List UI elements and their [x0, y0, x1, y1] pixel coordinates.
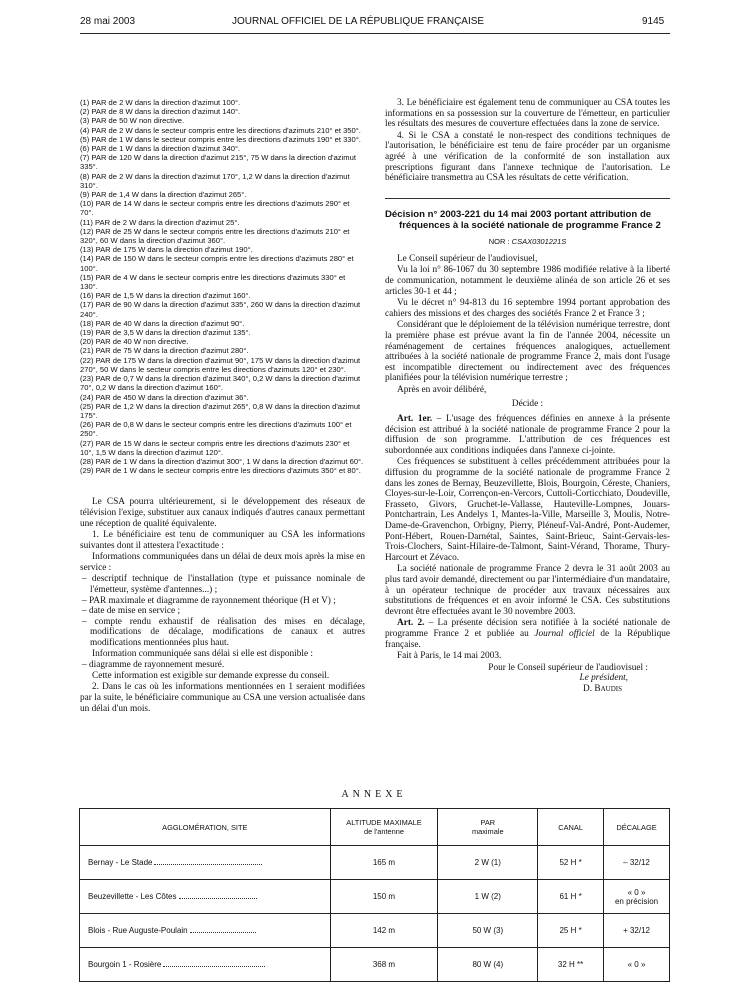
cell-par: 50 W (3)	[438, 914, 538, 948]
table-row	[80, 914, 670, 948]
header-title: JOURNAL OFFICIEL DE LA RÉPUBLIQUE FRANÇAISE	[232, 16, 485, 27]
annexe-title: ANNEXE	[341, 789, 407, 800]
cell-altitude: 165 m	[330, 846, 438, 880]
note: (21) PAR de 75 W dans la direction d'azimut 280°.	[80, 346, 249, 356]
paragraph: 4. Si le CSA a constaté le non-respect des conditions techniques de l'autorisation, le bénéficiaire est tenu de faire procéder par un organisme agréé à une vérification de la conformité de son installation aux prescriptions figurant dans l'annexe technique de l'autorisation. Le bénéficiaire transmettra au CSA les résultats de cette vérification.	[385, 130, 670, 184]
nor-code: CSAX0301221S	[511, 236, 567, 246]
cell-altitude: 368 m	[330, 948, 438, 982]
article-1-label: Art. 1er.	[397, 414, 433, 425]
note: (7) PAR de 120 W dans la direction d'azimut 215°, 75 W dans la direction d'azimut 335°.	[80, 153, 356, 172]
bullet-item: – PAR maximale et diagramme de rayonnement théorique (H et V) ;	[82, 595, 336, 606]
section-separator	[385, 198, 670, 199]
signature-line: Pour le Conseil supérieur de l'audiovisuel :	[488, 662, 648, 673]
paragraph: Considérant que le déploiement de la télévision numérique terrestre, dont la première phase est prévue avant la fin de l'année 2004, nécessite un réaménagement de certaines fréquences analogiques, actuellement attribuées à la société nationale de programme France 2, mais dont l'usage est incompatible directement ou indirectement avec des fréquences planifiées pour la télévision numérique terrestre ;	[385, 320, 670, 384]
table-row	[80, 948, 670, 982]
note: (23) PAR de 0,7 W dans la direction d'azimut 340°, 0,2 W dans la direction d'azimut 70°, 0,2 W dans la direction d'azimut 160°.	[80, 374, 361, 393]
bullet-item: – diagramme de rayonnement mesuré.	[82, 660, 225, 671]
note: (26) PAR de 0,8 W dans le secteur compris entre les directions d'azimuts 100° et 250°.	[80, 420, 352, 439]
cell-par: 80 W (4)	[438, 948, 538, 982]
note: (2) PAR de 8 W dans la direction d'azimut 140°.	[80, 107, 241, 117]
left-column	[80, 98, 365, 715]
column-header-par: PAR maximale	[438, 809, 538, 846]
paragraph: 1. Le bénéficiaire est tenu de communiquer au CSA les informations suivantes dont il attestera l'exactitude :	[80, 530, 365, 551]
cell-altitude: 150 m	[330, 880, 438, 914]
note: (19) PAR de 3,5 W dans la direction d'azimut 135°.	[80, 328, 251, 338]
header-date: 28 mai 2003	[80, 16, 136, 27]
note: (13) PAR de 175 W dans la direction d'azimut 190°.	[80, 245, 253, 255]
nor-reference	[385, 237, 670, 246]
signature-title: Le président,	[579, 673, 628, 684]
note: (18) PAR de 40 W dans la direction d'azimut 90°.	[80, 318, 245, 328]
annexe-table	[79, 808, 670, 982]
cell-canal: 52 H *	[538, 846, 604, 880]
article-2-label: Art. 2.	[397, 618, 425, 629]
paragraph: 3. Le bénéficiaire est également tenu de communiquer au CSA toutes les informations en sa possession sur la couverture de l'émetteur, en particulier les résultats des mesures de couverture effectuées dans la zone de service.	[385, 98, 670, 130]
note: (25) PAR de 1,2 W dans la direction d'azimut 265°, 0,8 W dans la direction d'azimut 175°.	[80, 401, 361, 420]
paragraph: 2. Dans le cas où les informations mentionnées en 1 seraient modifiées par la suite, le bénéficiaire communique au CSA une version actualisée dans un délai d'un mois.	[80, 682, 365, 714]
note: (12) PAR de 25 W dans le secteur compris entre les directions d'azimuts 210° et 320°, 60 W dans la direction d'azimut 360°.	[80, 226, 350, 246]
column-header-site: AGGLOMÉRATION, SITE	[80, 809, 331, 846]
note: (14) PAR de 150 W dans le secteur compris entre les directions d'azimuts 280° et 100°.	[80, 254, 354, 273]
paragraph: Information communiquée sans délai si elle est disponible :	[92, 648, 314, 659]
paragraph: Après en avoir délibéré,	[397, 384, 487, 395]
column-header-decalage: DÉCALAGE	[604, 809, 670, 846]
note: (3) PAR de 50 W non directive.	[80, 116, 185, 126]
cell-canal: 25 H *	[538, 914, 604, 948]
article-2: Art. 2. – La présente décision sera notifiée à la société nationale de programme France 2 et publiée au Journal officiel de la République française.	[385, 618, 671, 650]
right-column	[385, 98, 670, 695]
note: (1) PAR de 2 W dans la direction d'azimut 100°.	[80, 98, 241, 107]
note: (17) PAR de 90 W dans la direction d'azimut 335°, 260 W dans la direction d'azimut 240°.	[80, 300, 361, 319]
cell-decalage: – 32/12	[604, 846, 670, 880]
note: (9) PAR de 1,4 W dans la direction d'azimut 265°.	[80, 190, 247, 200]
column-header-altitude: ALTITUDE MAXIMALE de l'antenne	[330, 809, 438, 846]
cell-site: Bourgoin 1 - Rosière	[80, 948, 331, 982]
bullet-item: – compte rendu exhaustif de réalisation des mises en décalage, modifications de décalage, modifications de canaux et autres modifications mentionnées plus haut.	[82, 616, 365, 649]
note: (29) PAR de 1 W dans le secteur compris entre les directions d'azimuts 350° et 80°.	[80, 466, 361, 476]
paragraph: Informations communiquées dans un délai de deux mois après la mise en service :	[80, 552, 365, 573]
note: (10) PAR de 14 W dans le secteur compris entre les directions d'azimuts 290° et 70°.	[80, 199, 350, 218]
paragraph: Vu le décret n° 94-813 du 16 septembre 1994 portant approbation des cahiers des missions et des charges des sociétés France 2 et France 3 ;	[385, 298, 670, 319]
cell-site: Beuzevillette - Les Côtes	[80, 880, 331, 914]
paragraph: Cette information est exigible sur demande expresse du conseil.	[92, 670, 330, 681]
table-header-row	[80, 809, 670, 846]
nor-label: NOR :	[488, 236, 510, 246]
article-1-text: – L'usage des fréquences définies en annexe à la présente décision est attribué à la société nationale de programme France 2 pour la diffusion de son programme. L'attribution de ces fréquences est subordonnée aux conditions indiquées dans l'annexe ci-jointe.	[385, 414, 670, 456]
column-header-canal: CANAL	[538, 809, 604, 846]
table-row	[80, 880, 670, 914]
page-header	[0, 0, 748, 34]
note: (15) PAR de 4 W dans le secteur compris entre les directions d'azimuts 330° et 130°.	[80, 272, 346, 292]
cell-decalage: « 0 » en précision	[604, 880, 670, 914]
note: (27) PAR de 15 W dans le secteur compris entre les directions d'azimuts 230° et 10°, 1,5 W dans la direction d'azimut 120°.	[80, 438, 350, 457]
decide-heading: Décide :	[511, 399, 544, 410]
cell-canal: 32 H **	[538, 948, 604, 982]
note: (28) PAR de 1 W dans la direction d'azimut 300°, 1 W dans la direction d'azimut 60°.	[80, 456, 364, 466]
note: (24) PAR de 450 W dans la direction d'azimut 36°.	[80, 392, 249, 402]
article-1	[385, 414, 670, 456]
cell-site: Blois - Rue Auguste-Poulain	[80, 914, 331, 948]
cell-decalage: « 0 »	[604, 948, 670, 982]
note: (5) PAR de 1 W dans le secteur compris entre les directions d'azimuts 190° et 330°.	[80, 134, 361, 144]
paragraph: Le Conseil supérieur de l'audiovisuel,	[397, 253, 538, 264]
note: (22) PAR de 175 W dans la direction d'azimut 90°, 175 W dans la direction d'azimut 270°, 50 W dans le secteur compris entre les directions d'azimuts 120° et 230°.	[80, 355, 361, 374]
signature-name: D. Baudis	[583, 683, 622, 694]
header-rule	[80, 33, 670, 34]
cell-canal: 61 H *	[538, 880, 604, 914]
cell-decalage: + 32/12	[604, 914, 670, 948]
cell-altitude: 142 m	[330, 914, 438, 948]
note: (20) PAR de 40 W non directive.	[80, 337, 189, 347]
note: (6) PAR de 1 W dans la direction d'azimut 340°.	[80, 144, 241, 154]
technical-notes	[80, 98, 365, 475]
paragraph: Fait à Paris, le 14 mai 2003.	[397, 651, 502, 662]
decision-title: Décision n° 2003-221 du 14 mai 2003 portant attribution de fréquences à la société nationale de programme France 2	[385, 208, 661, 231]
note: (8) PAR de 2 W dans la direction d'azimut 170°, 1,2 W dans la direction d'azimut 310°.	[80, 171, 350, 190]
header-page-number: 9145	[642, 16, 665, 27]
note: (4) PAR de 2 W dans le secteur compris entre les directions d'azimuts 210° et 350°.	[80, 125, 361, 135]
paragraph: La société nationale de programme France 2 devra le 31 août 2003 au plus tard avoir demandé, directement ou par l'intermédiaire d'un mandataire, à un opérateur technique de procéder aux travaux nécessaires aux substitutions de fréquences et en avoir informé le CSA. Ces substitutions devront être effectuées avant le 30 novembre 2003.	[385, 564, 670, 617]
journal-officiel: Journal officiel	[534, 628, 595, 639]
paragraph: Ces fréquences se substituent à celles précédemment attribuées pour la diffusion du programme de la société nationale de programme France 2 dans les zones de Bernay, Beuzevillette, Blois, Bourgoin, Céreste, Chaniers, Cloyes-sur-le-Loir, Corrençon-en-Vercors, Cuttoli-Corticchiato, Doudeville, Frasseto, Givors, Gruchet-le-Vallasse, Hauteville-Lompnes, Jouars-Pontchartrain, Les Andelys 1, Mantes-la-Ville, Marseille 3, Moulis, Notre-Dame-de-Gravenchon, Orbigny, Pierry, Pléneuf-Val-André, Pont-Audemer, Pont-Hébert, Rouen-Darnétal, Saintes, Saint-Brieuc, Saint-Gervais-les-Trois-Clochers, Saint-Hilaire-de-Talmont, Saint-Vérand, Thorame, Thury-Harcourt et Zévaco.	[385, 457, 670, 563]
cell-site: Bernay - Le Stade	[80, 846, 331, 880]
bullet-item: – date de mise en service ;	[82, 606, 181, 617]
cell-par: 2 W (1)	[438, 846, 538, 880]
note: (11) PAR de 2 W dans la direction d'azimut 25°.	[80, 217, 240, 227]
bullet-item: – descriptif technique de l'installation (type et puissance nominale de l'émetteur, système d'antennes...) ;	[82, 574, 365, 596]
table-row	[80, 846, 670, 880]
paragraph: Vu la loi n° 86-1067 du 30 septembre 1986 modifiée relative à la liberté de communication, notamment le deuxième alinéa de son article 26 et ses articles 30-1 et 44 ;	[385, 265, 670, 297]
paragraph: Le CSA pourra ultérieurement, si le développement des réseaux de télévision l'exige, substituer aux canaux indiqués d'autres canaux permettant une réception de qualité équivalente.	[80, 497, 365, 529]
note: (16) PAR de 1,5 W dans la direction d'azimut 160°.	[80, 291, 251, 301]
cell-par: 1 W (2)	[438, 880, 538, 914]
